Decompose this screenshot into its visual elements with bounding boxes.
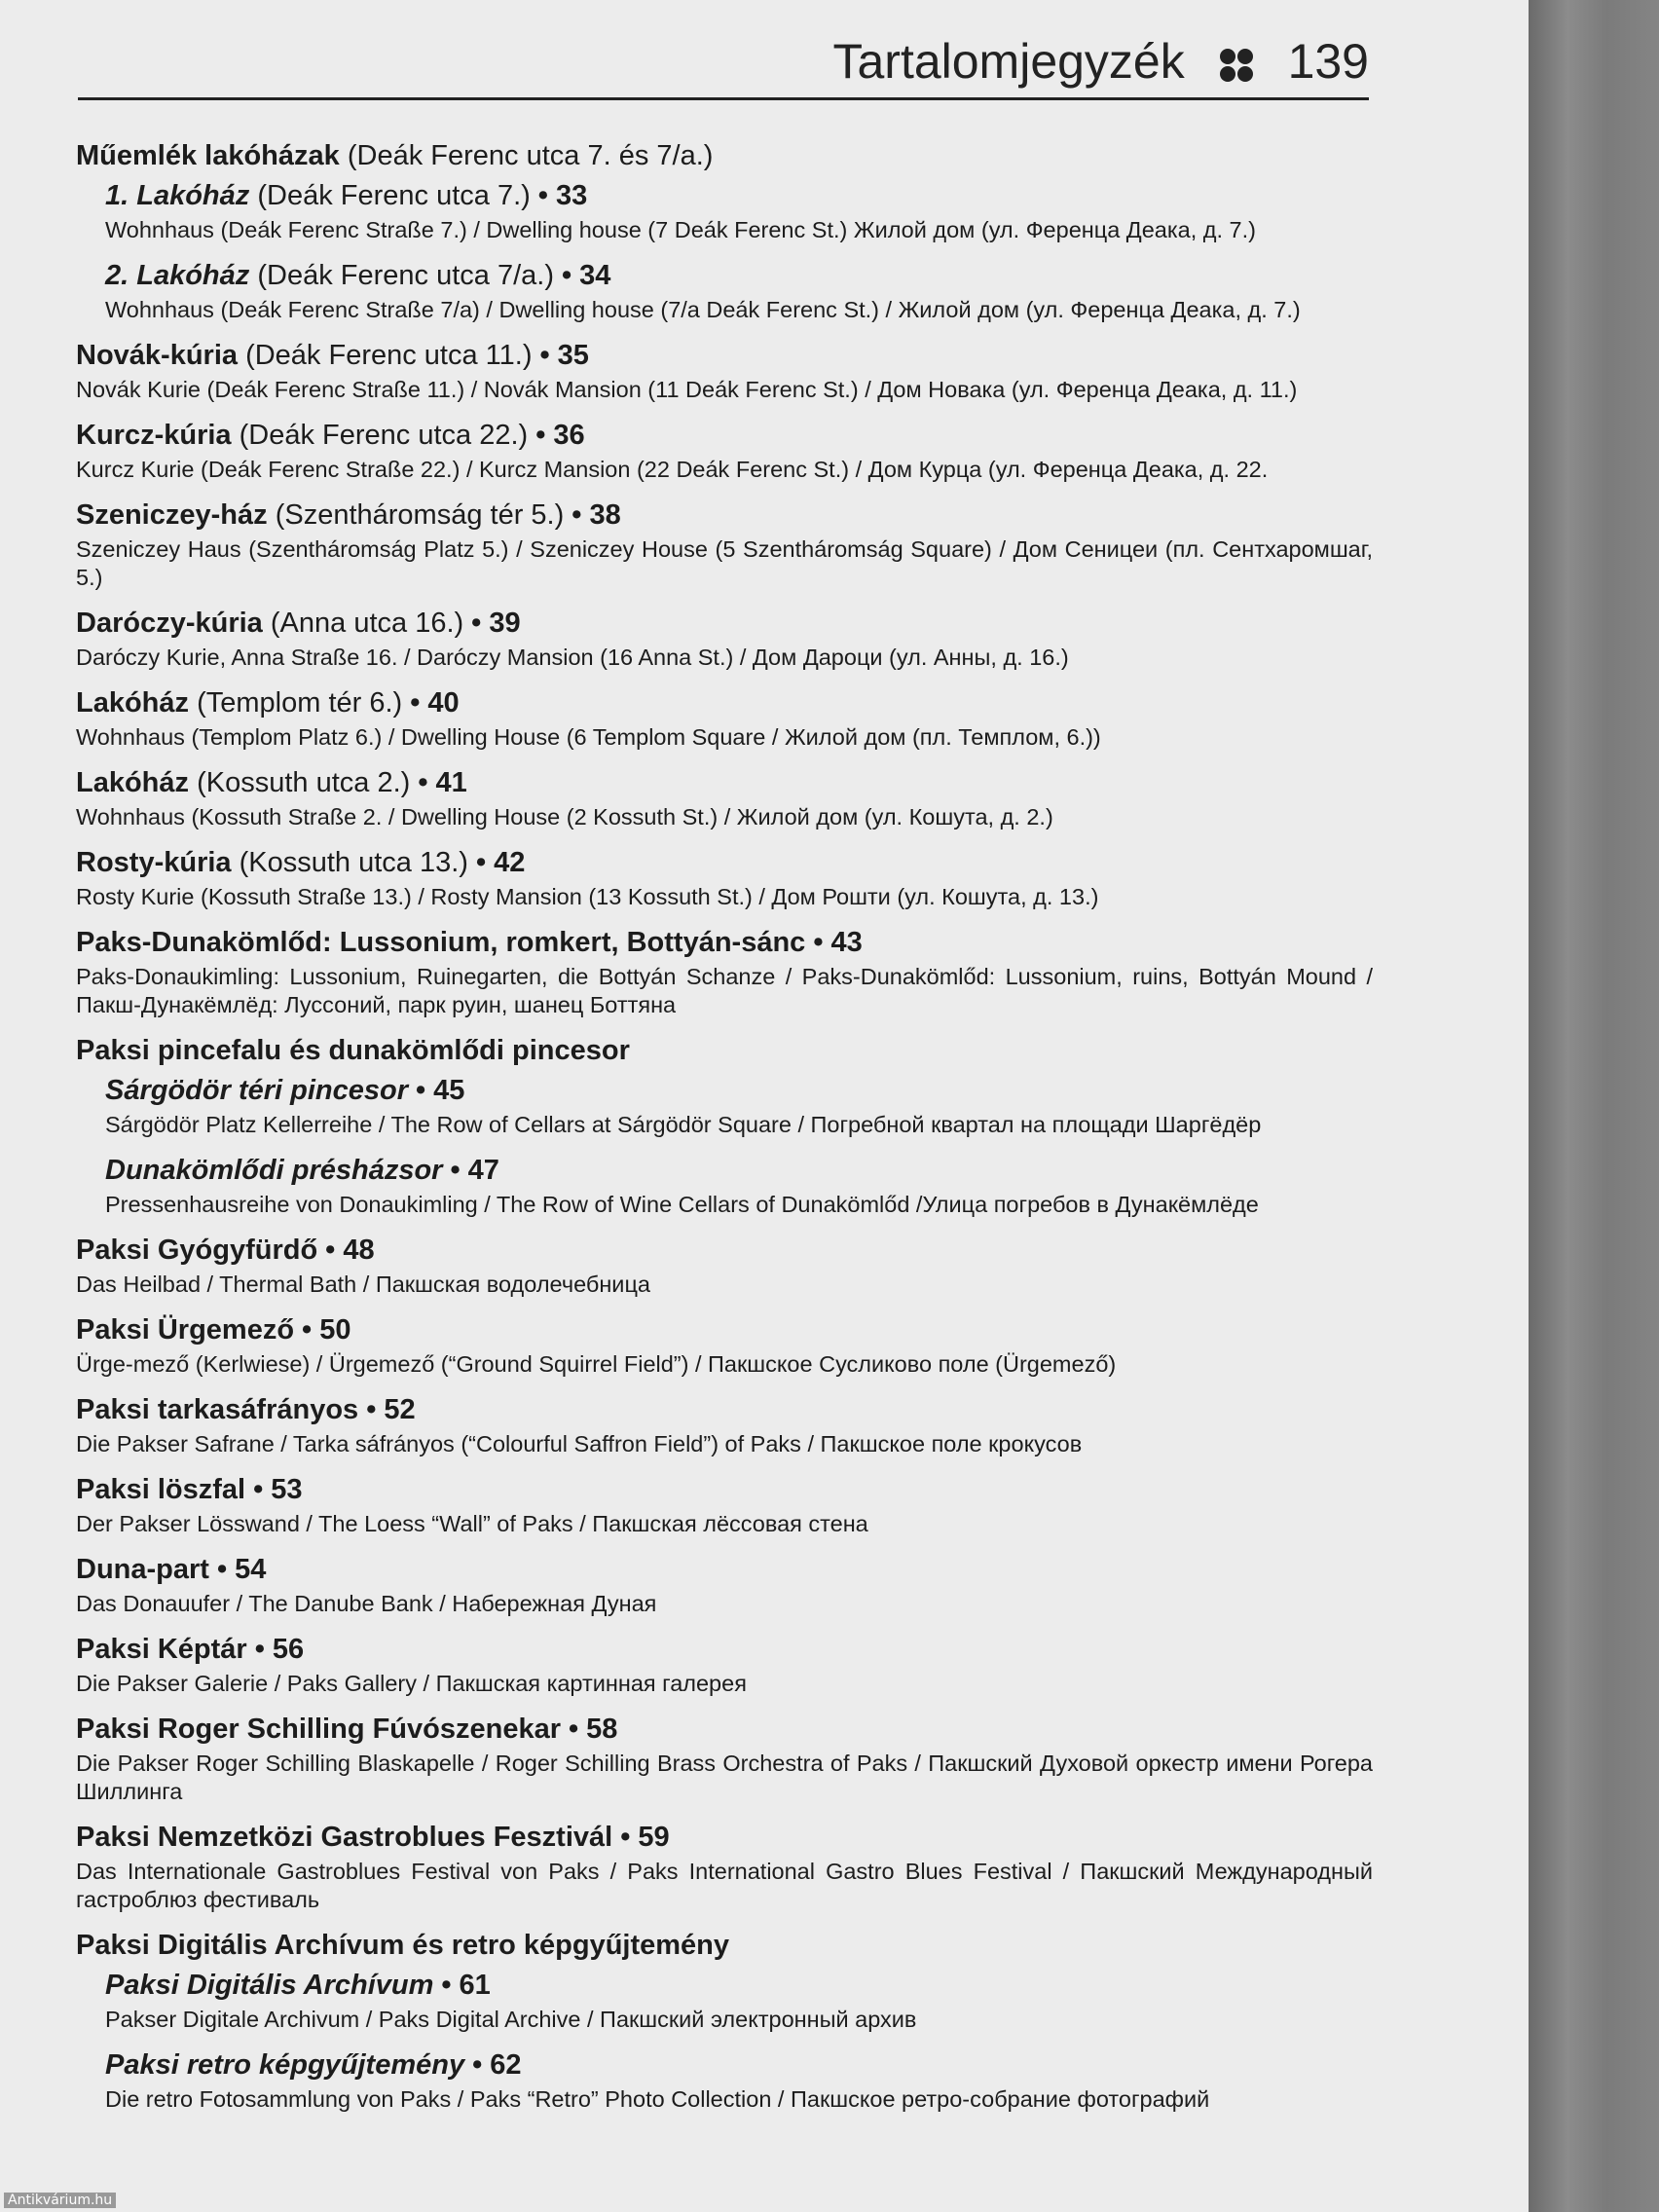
entry-translation: Wohnhaus (Deák Ferenc Straße 7.) / Dwelling house (7 Deák Ferenc St.) Жилой дом (ул. Ференца Деака, д. 7.) bbox=[105, 217, 1256, 242]
bullet-icon: • bbox=[418, 767, 428, 798]
toc-entry bbox=[76, 256, 1373, 324]
toc-entry-title bbox=[76, 1818, 1373, 1858]
entry-page-number: 56 bbox=[272, 1634, 305, 1665]
entry-name: Paksi tarkasáfrányos bbox=[76, 1394, 359, 1425]
entry-name: Duna-part bbox=[76, 1554, 209, 1585]
bullet-icon: • bbox=[216, 1554, 228, 1585]
watermark: Antikvárium.hu bbox=[4, 2193, 116, 2208]
entry-page-number: 48 bbox=[343, 1235, 375, 1266]
bullet-icon: • bbox=[366, 1394, 377, 1425]
toc-entry-title bbox=[76, 763, 1373, 803]
toc-entry-title bbox=[76, 683, 1373, 723]
toc-entry bbox=[76, 1550, 1373, 1618]
entry-address: (Templom tér 6.) bbox=[197, 687, 403, 719]
entry-name: 1. Lakóház bbox=[105, 180, 250, 211]
entry-address: (Kossuth utca 2.) bbox=[197, 767, 411, 798]
entry-translation: Kurcz Kurie (Deák Ferenc Straße 22.) / Kurcz Mansion (22 Deák Ferenc St.) / Дом Курца (ул. Ференца Деака, д. 22. bbox=[76, 457, 1269, 482]
entry-address: (Kossuth utca 13.) bbox=[239, 847, 468, 878]
entry-translation: Das Donauufer / The Danube Bank / Набережная Дуная bbox=[76, 1591, 657, 1616]
toc-entry-title bbox=[76, 1031, 1373, 1071]
bullet-icon: • bbox=[302, 1314, 313, 1346]
toc-entry bbox=[76, 416, 1373, 484]
entry-name: Paksi löszfal bbox=[76, 1474, 246, 1505]
entry-translation: Das Heilbad / Thermal Bath / Пакшская водолечебница bbox=[76, 1272, 650, 1297]
header-title-row bbox=[832, 27, 1369, 95]
toc-entry-title bbox=[76, 843, 1373, 883]
toc-entry-title bbox=[76, 1310, 1373, 1350]
bullet-icon: • bbox=[813, 927, 824, 958]
toc-entry bbox=[76, 923, 1373, 1019]
toc-entry bbox=[76, 683, 1373, 752]
entry-address: (Deák Ferenc utca 11.) bbox=[245, 340, 533, 371]
entry-address: (Szentháromság tér 5.) bbox=[275, 499, 565, 531]
bullet-icon: • bbox=[441, 1970, 452, 2001]
entry-name: Lakóház bbox=[76, 767, 190, 798]
entry-page-number: 45 bbox=[433, 1075, 465, 1106]
entry-name: Paksi Digitális Archívum bbox=[105, 1970, 434, 2001]
entry-name: Novák-kúria bbox=[76, 340, 239, 371]
entry-name: Paksi Roger Schilling Fúvószenekar bbox=[76, 1714, 561, 1745]
bullet-icon: • bbox=[325, 1235, 336, 1266]
entry-translation: Ürge-mező (Kerlwiese) / Ürgemező (“Ground Squirrel Field”) / Пакшское Сусликово поле (Ürgemező) bbox=[76, 1351, 1117, 1377]
background-edge bbox=[1529, 0, 1659, 2212]
entry-translation: Pakser Digitale Archivum / Paks Digital Archive / Пакшский электронный архив bbox=[105, 2007, 917, 2032]
entry-name: Paksi pincefalu és dunakömlődi pincesor bbox=[76, 1035, 630, 1066]
bullet-icon: • bbox=[471, 608, 482, 639]
entry-page-number: 59 bbox=[638, 1822, 670, 1853]
entry-name: Paksi Digitális Archívum és retro képgyűjtemény bbox=[76, 1930, 730, 1961]
toc-entry-title bbox=[76, 1630, 1373, 1670]
entry-name: Paksi Nemzetközi Gastroblues Fesztivál bbox=[76, 1822, 613, 1853]
toc-entry bbox=[76, 1231, 1373, 1299]
toc-entry bbox=[76, 1031, 1373, 1071]
toc-entry bbox=[76, 176, 1373, 244]
entry-page-number: 52 bbox=[384, 1394, 416, 1425]
entry-translation: Sárgödör Platz Kellerreihe / The Row of Cellars at Sárgödör Square / Погребной квартал на площади Шаргёдёр bbox=[105, 1112, 1262, 1137]
entry-translation: Die retro Fotosammlung von Paks / Paks “Retro” Photo Collection / Пакшское ретро-собрание фотографий bbox=[105, 2086, 1210, 2112]
section-title: Tartalomjegyzék bbox=[832, 34, 1185, 89]
entry-translation: Die Pakser Safrane / Tarka sáfrányos (“Colourful Saffron Field”) of Paks / Пакшское поле крокусов bbox=[76, 1431, 1083, 1456]
toc-entry bbox=[76, 1310, 1373, 1379]
entry-page-number: 34 bbox=[579, 260, 611, 291]
toc-entry-title bbox=[76, 1710, 1373, 1750]
entry-translation: Szeniczey Haus (Szentháromság Platz 5.) / Szeniczey House (5 Szentháromság Square) / Дом Сеницеи (пл. Сентхаромшаг, 5.) bbox=[76, 536, 1373, 590]
entry-translation: Daróczy Kurie, Anna Straße 16. / Daróczy Mansion (16 Anna St.) / Дом Дароци (ул. Анны, д. 16.) bbox=[76, 645, 1069, 670]
toc-entry-title bbox=[76, 923, 1373, 963]
toc-entry-title bbox=[76, 1151, 1373, 1191]
entry-name: Paksi Képtár bbox=[76, 1634, 247, 1665]
toc-entry bbox=[76, 2046, 1373, 2114]
entry-translation: Die Pakser Roger Schilling Blaskapelle / Roger Schilling Brass Orchestra of Paks / Пакшский Духовой оркестр имени Рогера Шиллинга bbox=[76, 1751, 1373, 1804]
entry-name: Kurcz-kúria bbox=[76, 420, 232, 451]
entry-translation: Das Internationale Gastroblues Festival von Paks / Paks International Gastro Blues Festival / Пакшский Международный гастроблюз фестиваль bbox=[76, 1859, 1373, 1912]
entry-translation: Wohnhaus (Templom Platz 6.) / Dwelling House (6 Templom Square / Жилой дом (пл. Темплом, 6.)) bbox=[76, 724, 1101, 750]
entry-page-number: 36 bbox=[553, 420, 585, 451]
entry-page-number: 50 bbox=[319, 1314, 351, 1346]
entry-page-number: 61 bbox=[459, 1970, 491, 2001]
toc-entry-title bbox=[76, 2046, 1373, 2085]
bullet-icon: • bbox=[561, 260, 572, 291]
bullet-icon: • bbox=[620, 1822, 631, 1853]
bullet-icon: • bbox=[537, 180, 548, 211]
page-number: 139 bbox=[1287, 34, 1369, 89]
entry-translation: Novák Kurie (Deák Ferenc Straße 11.) / Novák Mansion (11 Deák Ferenc St.) / Дом Новака (ул. Ференца Деака, д. 11.) bbox=[76, 377, 1298, 402]
entry-name: 2. Lakóház bbox=[105, 260, 250, 291]
toc-entry-title bbox=[76, 256, 1373, 296]
entry-name: Daróczy-kúria bbox=[76, 608, 263, 639]
toc-entry bbox=[76, 136, 1373, 176]
entry-page-number: 33 bbox=[555, 180, 588, 211]
table-of-contents bbox=[76, 136, 1373, 2125]
entry-name: Dunakömlődi présházsor bbox=[105, 1155, 443, 1186]
toc-entry-title bbox=[76, 1966, 1373, 2006]
toc-entry-title bbox=[76, 1390, 1373, 1430]
entry-translation: Paks-Donaukimling: Lussonium, Ruinegarten, die Bottyán Schanze / Paks-Dunakömlőd: Lussonium, ruins, Bottyán Mound / Пакш-Дунакёмлёд: Луссоний, парк руин, шанец Боттяна bbox=[76, 964, 1373, 1017]
toc-entry bbox=[76, 1630, 1373, 1698]
toc-entry-title bbox=[76, 176, 1373, 216]
bullet-icon: • bbox=[416, 1075, 426, 1106]
entry-page-number: 41 bbox=[435, 767, 467, 798]
entry-address: (Anna utca 16.) bbox=[270, 608, 464, 639]
toc-entry-title bbox=[76, 604, 1373, 644]
entry-translation: Wohnhaus (Kossuth Straße 2. / Dwelling House (2 Kossuth St.) / Жилой дом (ул. Кошута, д. 2.) bbox=[76, 804, 1053, 830]
entry-name: Rosty-kúria bbox=[76, 847, 232, 878]
entry-page-number: 39 bbox=[489, 608, 521, 639]
toc-entry bbox=[76, 1710, 1373, 1806]
toc-entry bbox=[76, 1470, 1373, 1538]
entry-translation: Die Pakser Galerie / Paks Gallery / Пакшская картинная галерея bbox=[76, 1671, 747, 1696]
entry-translation: Rosty Kurie (Kossuth Straße 13.) / Rosty Mansion (13 Kossuth St.) / Дом Рошти (ул. Кошута, д. 13.) bbox=[76, 884, 1099, 909]
entry-address: (Deák Ferenc utca 7/a.) bbox=[257, 260, 554, 291]
toc-entry bbox=[76, 763, 1373, 831]
toc-entry bbox=[76, 1071, 1373, 1139]
toc-entry-title bbox=[76, 1071, 1373, 1111]
toc-entry bbox=[76, 336, 1373, 404]
entry-name: Paks-Dunakömlőd: Lussonium, romkert, Bottyán-sánc bbox=[76, 927, 806, 958]
entry-name: Műemlék lakóházak bbox=[76, 140, 340, 171]
clover-icon bbox=[1220, 49, 1253, 82]
toc-entry-title bbox=[76, 416, 1373, 456]
toc-entry bbox=[76, 1926, 1373, 1966]
entry-page-number: 53 bbox=[271, 1474, 303, 1505]
entry-name: Sárgödör téri pincesor bbox=[105, 1075, 409, 1106]
page-header bbox=[78, 27, 1369, 100]
entry-page-number: 35 bbox=[557, 340, 589, 371]
bullet-icon: • bbox=[254, 1634, 265, 1665]
toc-entry-title bbox=[76, 136, 1373, 176]
toc-entry bbox=[76, 604, 1373, 672]
toc-entry bbox=[76, 1390, 1373, 1458]
entry-page-number: 42 bbox=[494, 847, 526, 878]
toc-entry bbox=[76, 843, 1373, 911]
entry-translation: Der Pakser Lösswand / The Loess “Wall” of Paks / Пакшская лёссовая стена bbox=[76, 1511, 868, 1536]
bullet-icon: • bbox=[253, 1474, 264, 1505]
toc-entry bbox=[76, 1966, 1373, 2034]
bullet-icon: • bbox=[450, 1155, 461, 1186]
entry-address: (Deák Ferenc utca 7.) bbox=[257, 180, 531, 211]
entry-page-number: 58 bbox=[586, 1714, 618, 1745]
toc-entry-title bbox=[76, 1926, 1373, 1966]
bullet-icon: • bbox=[410, 687, 421, 719]
toc-entry-title bbox=[76, 1231, 1373, 1271]
bullet-icon: • bbox=[475, 847, 487, 878]
toc-entry bbox=[76, 496, 1373, 592]
entry-page-number: 47 bbox=[467, 1155, 499, 1186]
toc-entry-title bbox=[76, 496, 1373, 535]
entry-page-number: 43 bbox=[830, 927, 863, 958]
entry-name: Paksi Gyógyfürdő bbox=[76, 1235, 318, 1266]
entry-page-number: 54 bbox=[235, 1554, 267, 1585]
bullet-icon: • bbox=[535, 420, 546, 451]
toc-entry bbox=[76, 1818, 1373, 1914]
entry-page-number: 62 bbox=[490, 2049, 522, 2081]
toc-entry-title bbox=[76, 1550, 1373, 1590]
entry-address: (Deák Ferenc utca 22.) bbox=[239, 420, 529, 451]
toc-entry bbox=[76, 1151, 1373, 1219]
entry-page-number: 38 bbox=[589, 499, 621, 531]
entry-address: (Deák Ferenc utca 7. és 7/a.) bbox=[347, 140, 714, 171]
entry-translation: Pressenhausreihe von Donaukimling / The Row of Wine Cellars of Dunakömlőd /Улица погребов в Дунакёмлёде bbox=[105, 1192, 1259, 1217]
bullet-icon: • bbox=[569, 1714, 579, 1745]
entry-name: Paksi retro képgyűjtemény bbox=[105, 2049, 465, 2081]
entry-name: Paksi Ürgemező bbox=[76, 1314, 295, 1346]
toc-entry-title bbox=[76, 1470, 1373, 1510]
bullet-icon: • bbox=[472, 2049, 483, 2081]
entry-name: Lakóház bbox=[76, 687, 190, 719]
bullet-icon: • bbox=[539, 340, 550, 371]
entry-name: Szeniczey-ház bbox=[76, 499, 268, 531]
toc-entry-title bbox=[76, 336, 1373, 376]
entry-page-number: 40 bbox=[427, 687, 460, 719]
entry-translation: Wohnhaus (Deák Ferenc Straße 7/a) / Dwelling house (7/a Deák Ferenc St.) / Жилой дом (ул. Ференца Деака, д. 7.) bbox=[105, 297, 1301, 322]
bullet-icon: • bbox=[571, 499, 582, 531]
